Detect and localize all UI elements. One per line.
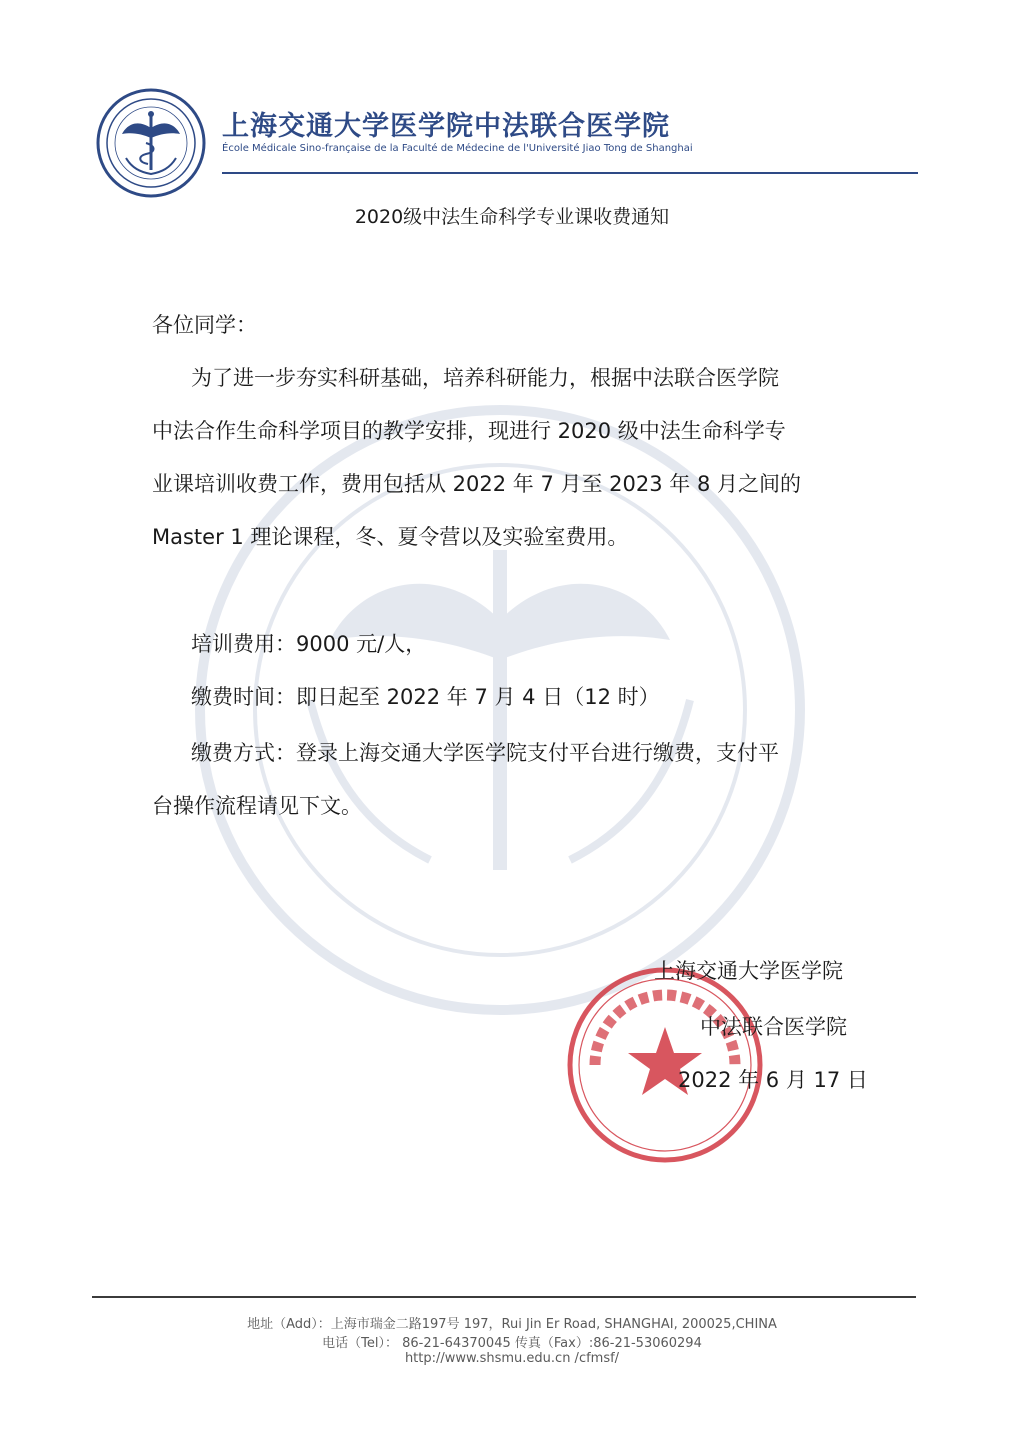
footer-divider [92, 1296, 916, 1298]
fee-info: 培训费用：9000 元/人， [191, 632, 427, 656]
footer-phone-fax: 电话（Tel）： 86-21-64370045 传真（Fax）:86-21-53060294 [322, 1336, 702, 1351]
institution-name-fr: École Médicale Sino-française de la Faculté de Médecine de l'Université Jiao Tong de Shanghai [222, 143, 693, 154]
footer-website-link[interactable]: http://www.shsmu.edu.cn /cfmsf/ [404, 1351, 620, 1366]
paragraph-line: Master 1 理论课程，冬、夏令营以及实验室费用。 [152, 525, 629, 549]
paragraph-line: 为了进一步夯实科研基础，培养科研能力，根据中法联合医学院 [191, 366, 779, 390]
header-divider [222, 172, 918, 174]
school-logo-seal [96, 88, 206, 198]
signature-school: 中法联合医学院 [700, 1015, 847, 1039]
payment-deadline: 缴费时间：即日起至 2022 年 7 月 4 日（12 时） [191, 685, 660, 709]
payment-method-cont: 台操作流程请见下文。 [152, 794, 362, 818]
document-title: 2020级中法生命科学专业课收费通知 [354, 206, 670, 228]
footer-address: 地址（Add）：上海市瑞金二路197号 197，Rui Jin Er Road, SHANGHAI, 200025,CHINA [247, 1317, 777, 1332]
institution-name-cn: 上海交通大学医学院中法联合医学院 [222, 111, 670, 142]
payment-method: 缴费方式：登录上海交通大学医学院支付平台进行缴费，支付平 [191, 741, 779, 765]
signature-date: 2022 年 6 月 17 日 [678, 1068, 868, 1092]
greeting: 各位同学： [152, 313, 257, 337]
signature-university: 上海交通大学医学院 [654, 959, 843, 983]
paragraph-line: 中法合作生命科学项目的教学安排，现进行 2020 级中法生命科学专 [152, 419, 786, 443]
paragraph-line: 业课培训收费工作，费用包括从 2022 年 7 月至 2023 年 8 月之间的 [152, 472, 802, 496]
